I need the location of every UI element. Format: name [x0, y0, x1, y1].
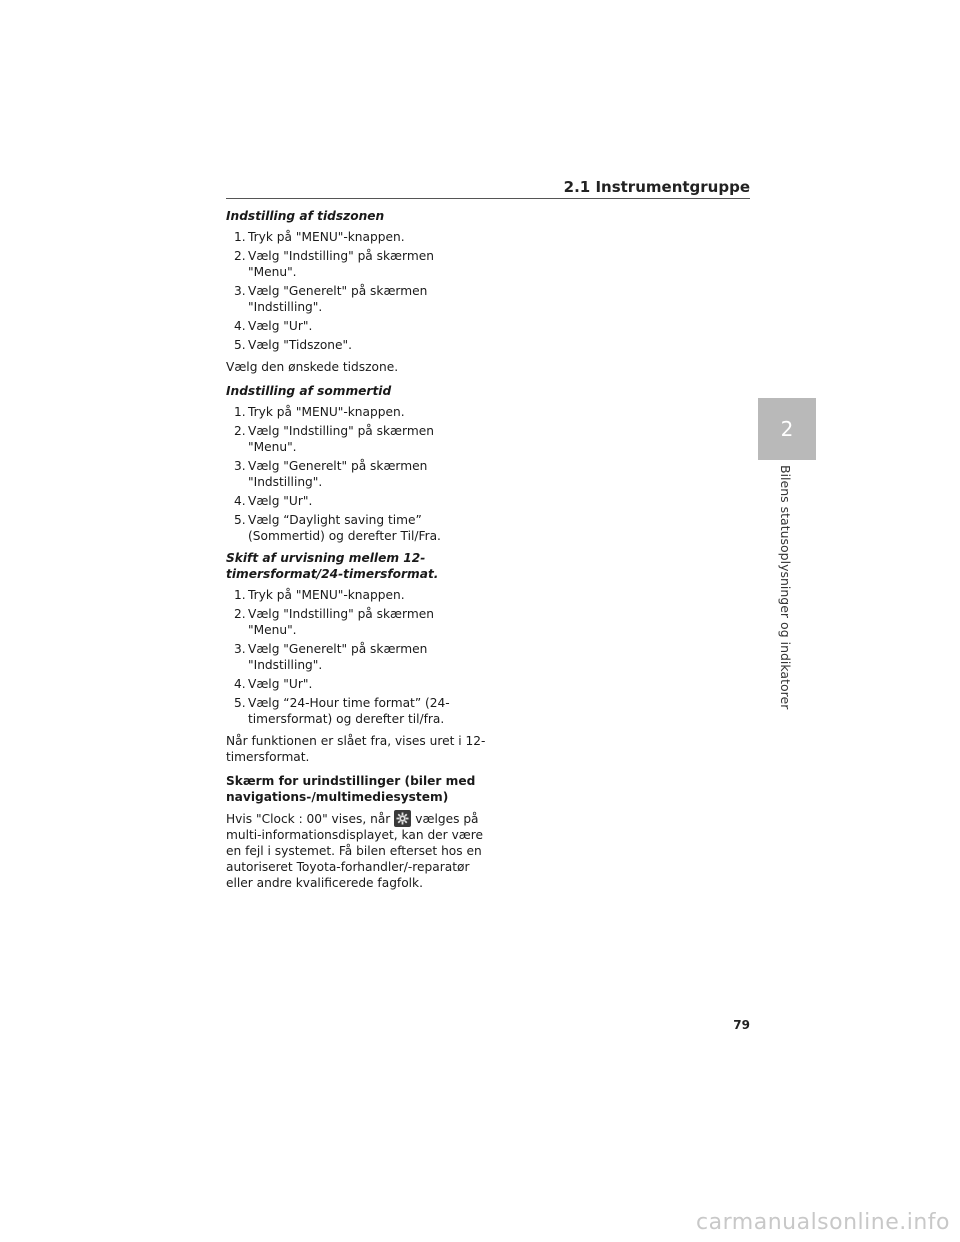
settings-gear-icon: [394, 810, 411, 827]
step-item: [234, 641, 486, 673]
step-text: Vælg "Generelt" på skærmen "Indstilling".: [248, 459, 428, 489]
step-number: 2.: [234, 607, 246, 621]
step-number: 1.: [234, 588, 246, 602]
section-daylight-saving: [226, 383, 486, 544]
step-text: Vælg "Ur".: [248, 494, 313, 508]
paragraph-text-before-icon: Hvis "Clock : 00" vises, når: [226, 812, 391, 826]
clock-screen-paragraph: [226, 810, 486, 891]
step-number: 4.: [234, 494, 246, 508]
section-heading: Indstilling af sommertid: [226, 384, 392, 398]
section-header: [226, 176, 750, 199]
watermark: carmanualsonline.info: [696, 1210, 950, 1235]
chapter-title-vertical: Bilens statusoplysninger og indikatorer: [778, 465, 793, 710]
step-item: [234, 229, 486, 245]
step-number: 5.: [234, 696, 246, 710]
step-item: [234, 337, 486, 353]
section-note: Vælg den ønskede tidszone.: [226, 360, 399, 374]
step-item: [234, 512, 486, 544]
step-text: Tryk på "MENU"-knappen.: [248, 405, 405, 419]
step-text: Tryk på "MENU"-knappen.: [248, 230, 405, 244]
step-number: 4.: [234, 319, 246, 333]
step-item: [234, 283, 486, 315]
step-item: [234, 248, 486, 280]
step-item: [234, 493, 486, 509]
step-item: [234, 404, 486, 420]
step-list: [226, 229, 486, 353]
chapter-tab: [758, 398, 816, 460]
step-number: 2.: [234, 424, 246, 438]
step-item: [234, 423, 486, 455]
step-list: [226, 404, 486, 544]
step-text: Vælg "Indstilling" på skærmen "Menu".: [248, 607, 434, 637]
step-text: Vælg "Ur".: [248, 319, 313, 333]
step-text: Vælg "Generelt" på skærmen "Indstilling".: [248, 284, 428, 314]
step-text: Vælg "Indstilling" på skærmen "Menu".: [248, 424, 434, 454]
section-clock-screen: [226, 773, 486, 891]
section-heading: Skærm for urindstillinger (biler med navigations-/multimediesystem): [226, 774, 476, 804]
step-text: Vælg "Indstilling" på skærmen "Menu".: [248, 249, 434, 279]
step-text: Vælg "Tidszone".: [248, 338, 353, 352]
step-text: Vælg "Generelt" på skærmen "Indstilling".: [248, 642, 428, 672]
step-number: 2.: [234, 249, 246, 263]
step-item: [234, 587, 486, 603]
step-number: 1.: [234, 405, 246, 419]
step-text: Vælg “24-Hour time format” (24-timersformat) og derefter til/fra.: [248, 696, 450, 726]
step-item: [234, 318, 486, 334]
section-note: Når funktionen er slået fra, vises uret i 12-timersformat.: [226, 734, 486, 764]
step-item: [234, 676, 486, 692]
paragraph-text-after-icon: vælges på multi-informationsdisplayet, kan der være en fejl i systemet. Få bilen efterset hos en autoriseret Toyota-forhandler/-reparatør eller andre kvalificerede fagfolk.: [226, 812, 483, 890]
step-text: Tryk på "MENU"-knappen.: [248, 588, 405, 602]
section-heading: Indstilling af tidszonen: [226, 209, 385, 223]
section-time-format: [226, 550, 486, 765]
section-timezone: [226, 208, 486, 375]
step-number: 5.: [234, 513, 246, 527]
step-number: 4.: [234, 677, 246, 691]
step-item: [234, 458, 486, 490]
step-list: [226, 587, 486, 727]
step-number: 3.: [234, 459, 246, 473]
step-text: Vælg “Daylight saving time” (Sommertid) og derefter Til/Fra.: [248, 513, 441, 543]
step-text: Vælg "Ur".: [248, 677, 313, 691]
page-content: [226, 208, 486, 899]
step-item: [234, 695, 486, 727]
page-number: 79: [733, 1018, 750, 1032]
step-number: 3.: [234, 642, 246, 656]
step-item: [234, 606, 486, 638]
step-number: 5.: [234, 338, 246, 352]
chapter-number: 2: [780, 417, 794, 441]
section-heading: Skift af urvisning mellem 12-timersformat/24-timersformat.: [226, 551, 439, 581]
step-number: 1.: [234, 230, 246, 244]
section-title: 2.1 Instrumentgruppe: [563, 178, 750, 196]
step-number: 3.: [234, 284, 246, 298]
